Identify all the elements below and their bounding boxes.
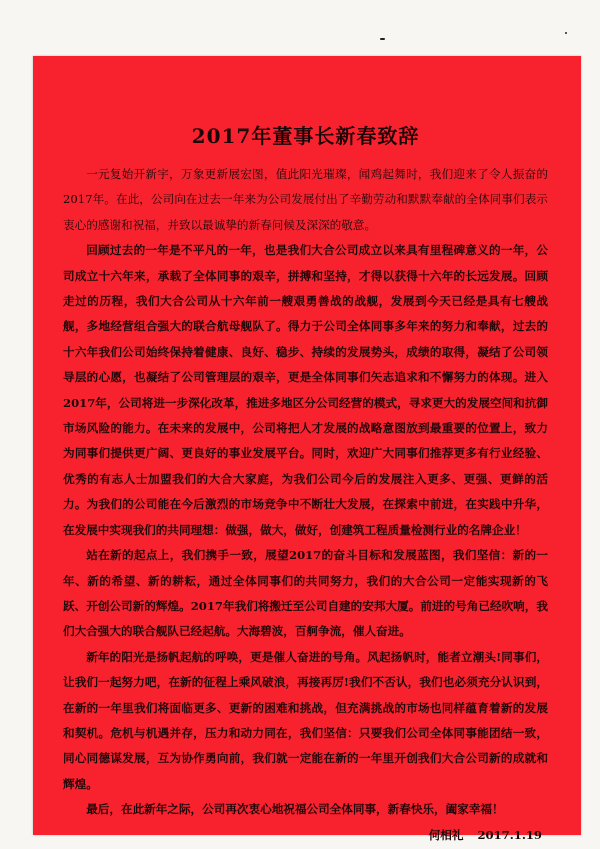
scan-speck [565, 32, 567, 34]
scan-speck [380, 38, 385, 40]
letter-paragraph-1: 一元复始开新宇，万象更新展宏图，值此阳光璀璨，闻鸡起舞时，我们迎来了令人振奋的2017年。在此，公司向在过去一年来为公司发展付出了辛勤劳动和默默奉献的全体同事们表示衷心的感谢和祝福，并致以最诚挚的新春问候及深深的敬意。 [63, 167, 548, 232]
letter-paragraph-4: 新年的阳光是扬帆起航的呼唤，更是催人奋进的号角。风起扬帆时，能者立潮头!同事们，让我们一起努力吧，在新的征程上乘风破浪，再接再厉!我们不否认，我们也必须充分认识到，在新的一年里我们将面临更多、更新的困难和挑战，但充满挑战的市场也同样蕴育着新的发展和契机。危机与机遇并存，压力和动力同在，我们坚信：只要我们公司全体同事能团结一致，同心同德谋发展，互为协作勇向前，我们就一定能在新的一年里开创我们大合公司新的成就和辉煌。 [63, 649, 548, 791]
letter-content [63, 120, 548, 848]
letter-signature [63, 823, 542, 848]
letter-paragraph-2: 回顾过去的一年是不平凡的一年，也是我们大合公司成立以来具有里程碑意义的一年，公司成立十六年来，承载了全体同事的艰辛，拼搏和坚持，才得以获得十六年的长远发展。回顾走过的历程，我们大合公司从十六年前一艘艰勇善战的战舰，发展到今天已经是具有七艘战舰，多地经营组合强大的联合航母舰队了。得力于公司全体同事多年来的努力和奉献，过去的十六年我们公司始终保持着健康、良好、稳步、持续的发展势头，成绩的取得，凝结了公司领导层的心愿，也凝结了公司管理层的艰辛，更是全体同事们矢志追求和不懈努力的体现。进入2017年，公司将进一步深化改革，推进多地区分公司经营的模式，寻求更大的发展空间和抗御市场风险的能力。在未来的发展中，公司将把人才发展的战略意图放到最重要的位置上，致力为同事们提供更广阔、更良好的事业发展平台。同时，欢迎广大同事们推荐更多有行业经验、优秀的有志人士加盟我们的大合大家庭，为我们公司今后的发展注入更多、更强、更鲜的活力。为我们的公司能在今后激烈的市场竞争中不断壮大发展，在探索中前进，在实践中升华，在发展中实现我们的共同理想：做强，做大，做好，创建筑工程质量检测行业的名牌企业！ [63, 243, 548, 537]
letter-paragraph-5: 最后，在此新年之际，公司再次衷心地祝福公司全体同事，新春快乐，阖家幸福！ [86, 802, 504, 817]
letter-paragraph-3: 站在新的起点上，我们携手一致，展望2017的奋斗目标和发展蓝图，我们坚信：新的一年、新的希望、新的耕耘，通过全体同事们的共同努力，我们的大合公司一定能实现新的飞跃、开创公司新的辉煌。2017年我们将搬迁至公司自建的安邦大厦。前进的号角已经吹响，我们大合强大的联合舰队已经起航。大海碧波，百舸争流，催人奋进。 [63, 548, 548, 639]
letter-title: 2017年董事长新春致辞 [191, 124, 420, 148]
signature-date: 2017.1.19 [477, 827, 542, 842]
signature-name: 何相礼 [428, 827, 464, 842]
